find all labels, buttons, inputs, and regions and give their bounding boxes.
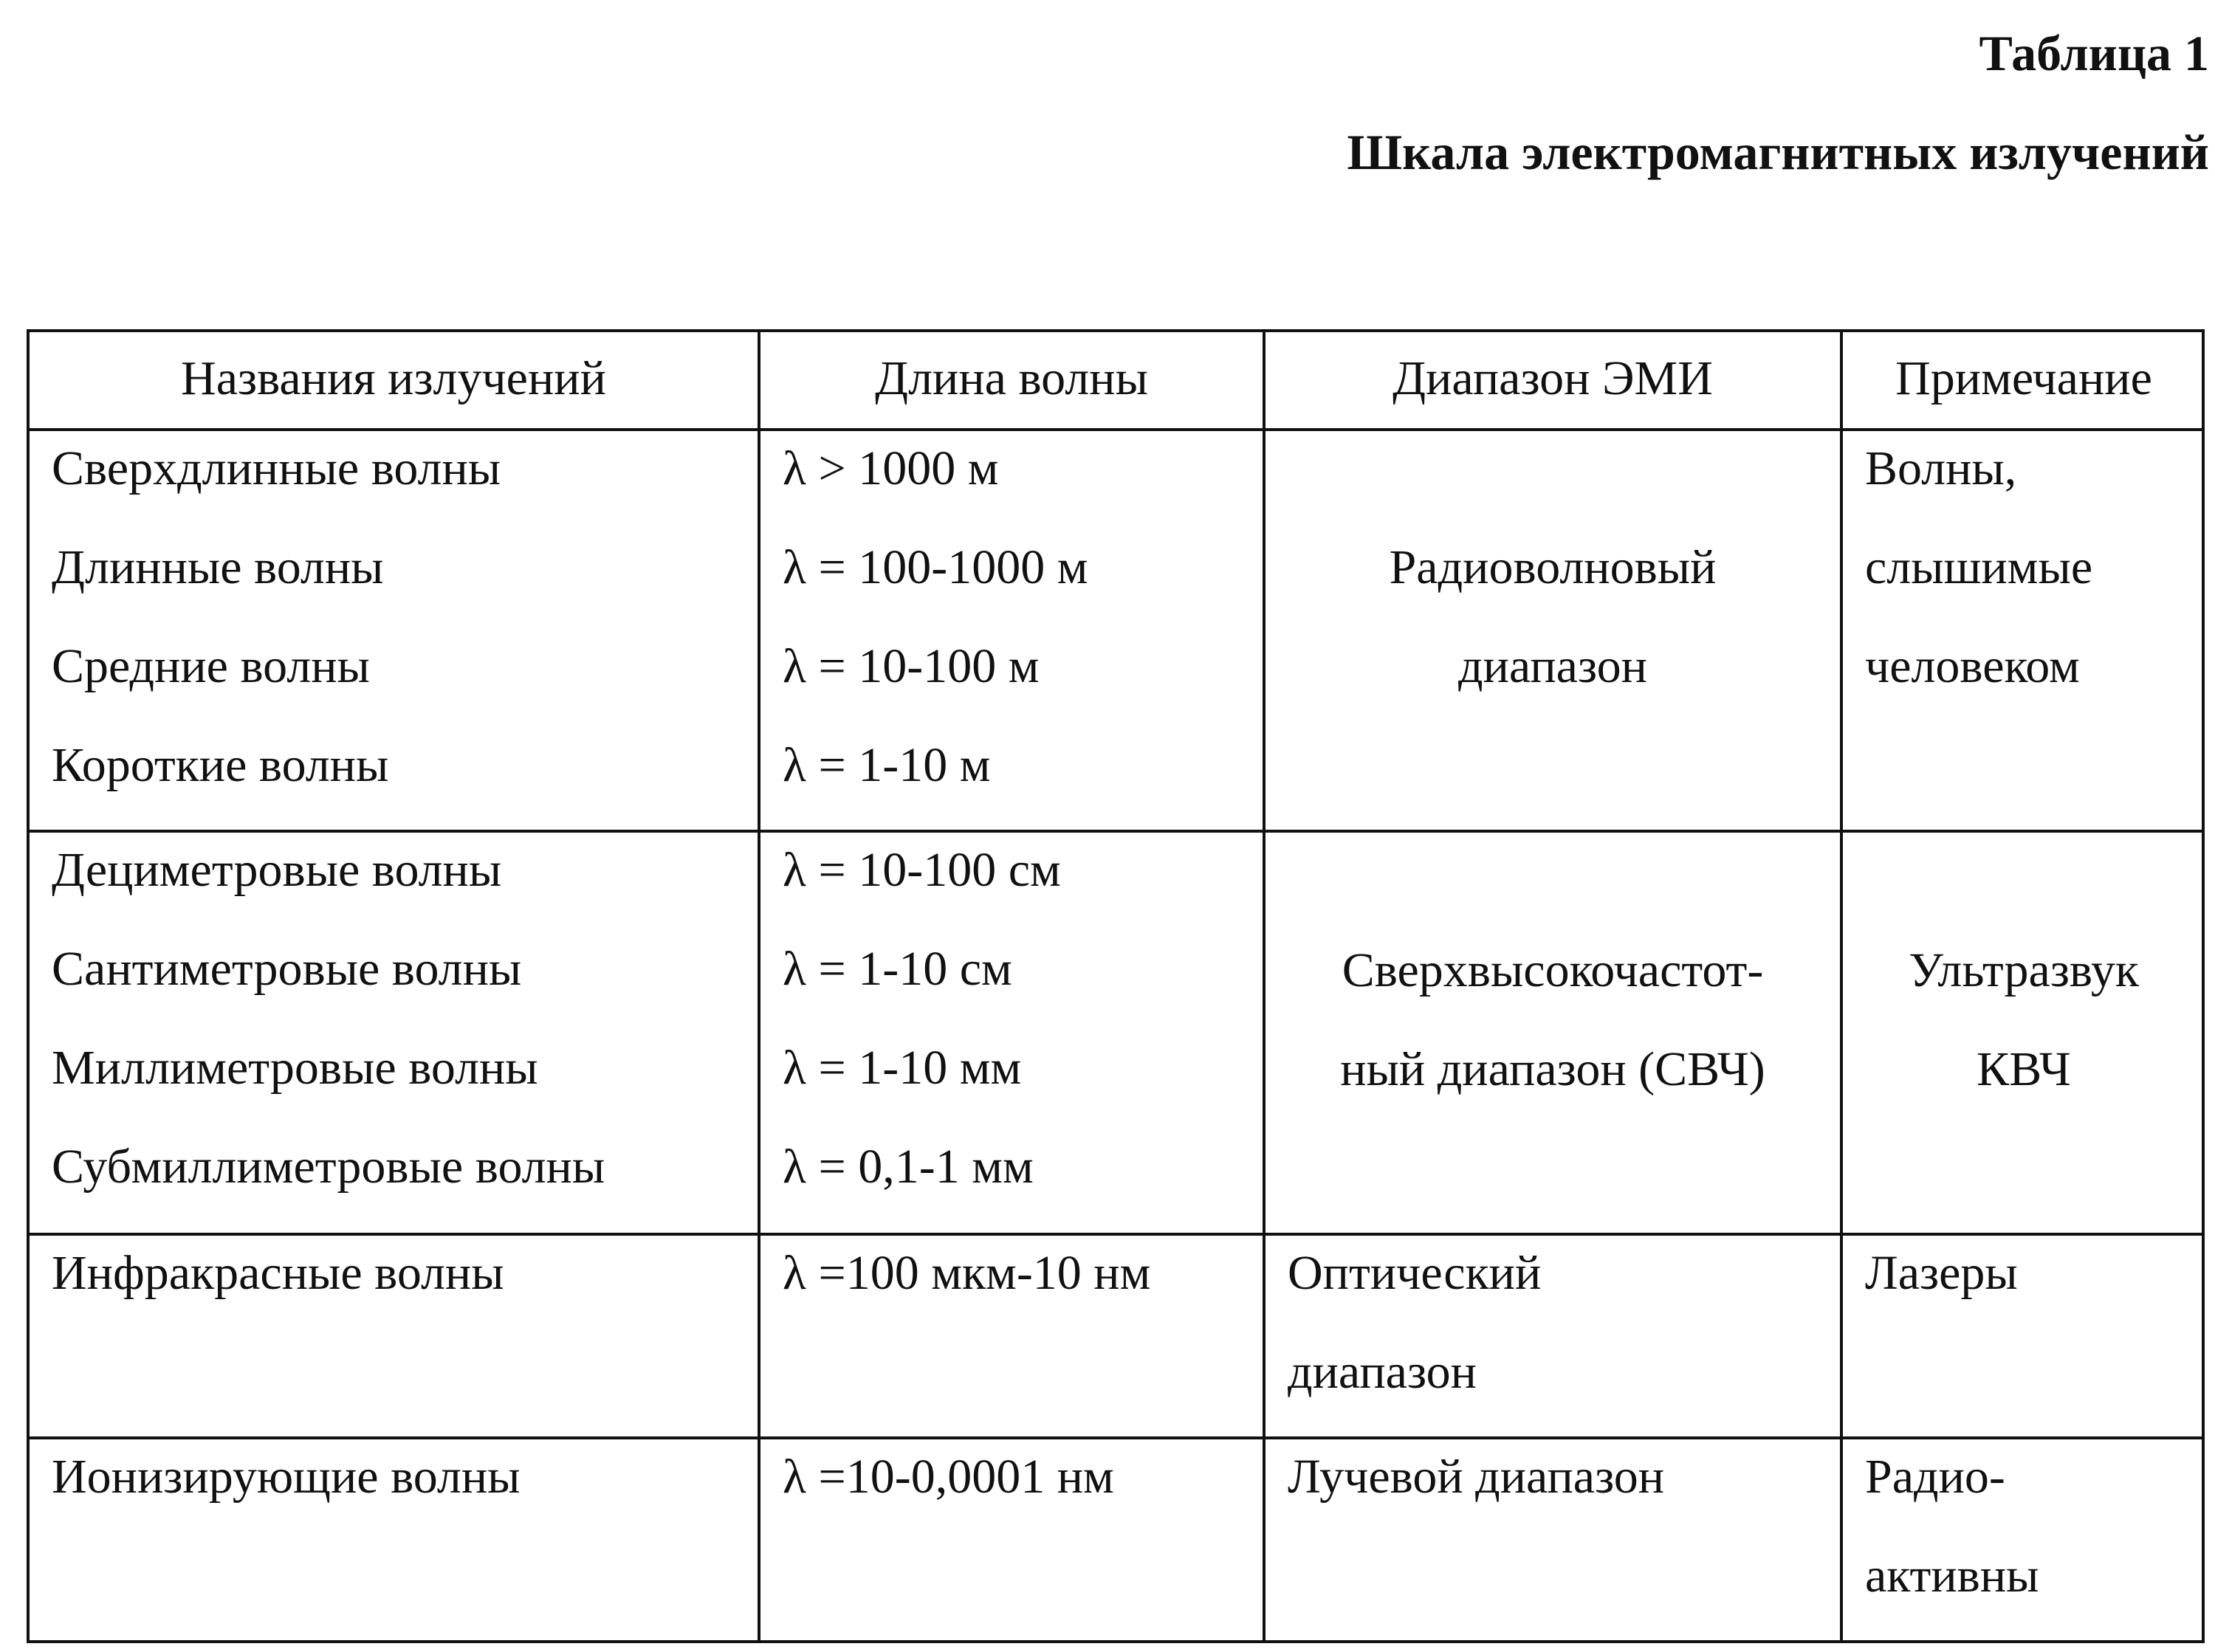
group-4-names xyxy=(52,1428,521,1527)
group-1-wavelengths xyxy=(783,419,1088,815)
group-2-wavelengths xyxy=(783,821,1061,1216)
radiation-name: Сверхдлинные волны xyxy=(52,441,501,495)
header-names: Названия излучений xyxy=(181,351,606,405)
radiation-name: Дециметровые волны xyxy=(52,843,502,897)
range-line: диапазон xyxy=(1288,1345,1477,1399)
note-line: человеком xyxy=(1865,639,2080,693)
group-4-range xyxy=(1288,1428,1664,1527)
group-2-note xyxy=(1843,921,2205,1119)
radiation-name: Инфракрасные волны xyxy=(52,1246,504,1300)
wavelength-value: λ = 10-100 м xyxy=(783,639,1040,693)
wavelength-value: λ = 1-10 м xyxy=(783,738,991,792)
table-title: Шкала электромагнитных излучений xyxy=(1347,124,2209,180)
wavelength-value: λ = 10-100 см xyxy=(783,843,1061,897)
wavelength-value: λ =100 мкм-10 нм xyxy=(783,1246,1151,1300)
group-3-note xyxy=(1865,1224,2018,1323)
radiation-name: Ионизирующие волны xyxy=(52,1450,521,1504)
group-2-names xyxy=(52,821,605,1216)
note-line: Радио- xyxy=(1865,1450,2005,1504)
wavelength-value: λ = 0,1-1 мм xyxy=(783,1140,1034,1194)
group-4-wavelengths xyxy=(783,1428,1114,1527)
range-line: ный диапазон (СВЧ) xyxy=(1340,1042,1765,1096)
group-1-range xyxy=(1266,518,1840,716)
wavelength-value: λ = 1-10 мм xyxy=(783,1041,1022,1095)
range-line: Оптический xyxy=(1288,1246,1542,1300)
wavelength-value: λ > 1000 м xyxy=(783,441,999,495)
range-line: Сверхвысокочастот- xyxy=(1342,943,1764,997)
note-line: Волны, xyxy=(1865,441,2017,495)
note-line: активны xyxy=(1865,1549,2039,1603)
group-2-range xyxy=(1266,921,1840,1119)
radiation-name: Средние волны xyxy=(52,639,370,693)
group-3-names xyxy=(52,1224,504,1323)
radiation-name: Короткие волны xyxy=(52,738,389,792)
table-label: Таблица 1 xyxy=(1979,25,2209,81)
note-line: Ультразвук xyxy=(1909,943,2139,997)
wavelength-value: λ =10-0,0001 нм xyxy=(783,1450,1114,1504)
range-line: Радиоволновый xyxy=(1389,540,1717,594)
group-4-note xyxy=(1865,1428,2039,1625)
header-wavelength: Длина волны xyxy=(875,351,1148,405)
note-line: слышимые xyxy=(1865,540,2093,594)
wavelength-value: λ = 100-1000 м xyxy=(783,540,1088,594)
radiation-name: Длинные волны xyxy=(52,540,384,594)
group-1-note xyxy=(1865,419,2092,716)
range-line: Лучевой диапазон xyxy=(1288,1450,1665,1504)
radiation-name: Миллиметровые волны xyxy=(52,1041,538,1095)
header-note: Примечание xyxy=(1895,351,2152,405)
radiation-name: Субмиллиметровые волны xyxy=(52,1140,605,1194)
group-1-names xyxy=(52,419,501,815)
radiation-name: Сантиметровые волны xyxy=(52,942,522,996)
wavelength-value: λ = 1-10 см xyxy=(783,942,1012,996)
range-line: диапазон xyxy=(1458,639,1647,693)
note-line: КВЧ xyxy=(1977,1042,2071,1096)
header-range: Диапазон ЭМИ xyxy=(1392,351,1713,405)
group-3-wavelengths xyxy=(783,1224,1150,1323)
note-line: Лазеры xyxy=(1865,1246,2018,1300)
group-3-range xyxy=(1288,1224,1541,1422)
column-divider-1 xyxy=(758,329,760,1643)
